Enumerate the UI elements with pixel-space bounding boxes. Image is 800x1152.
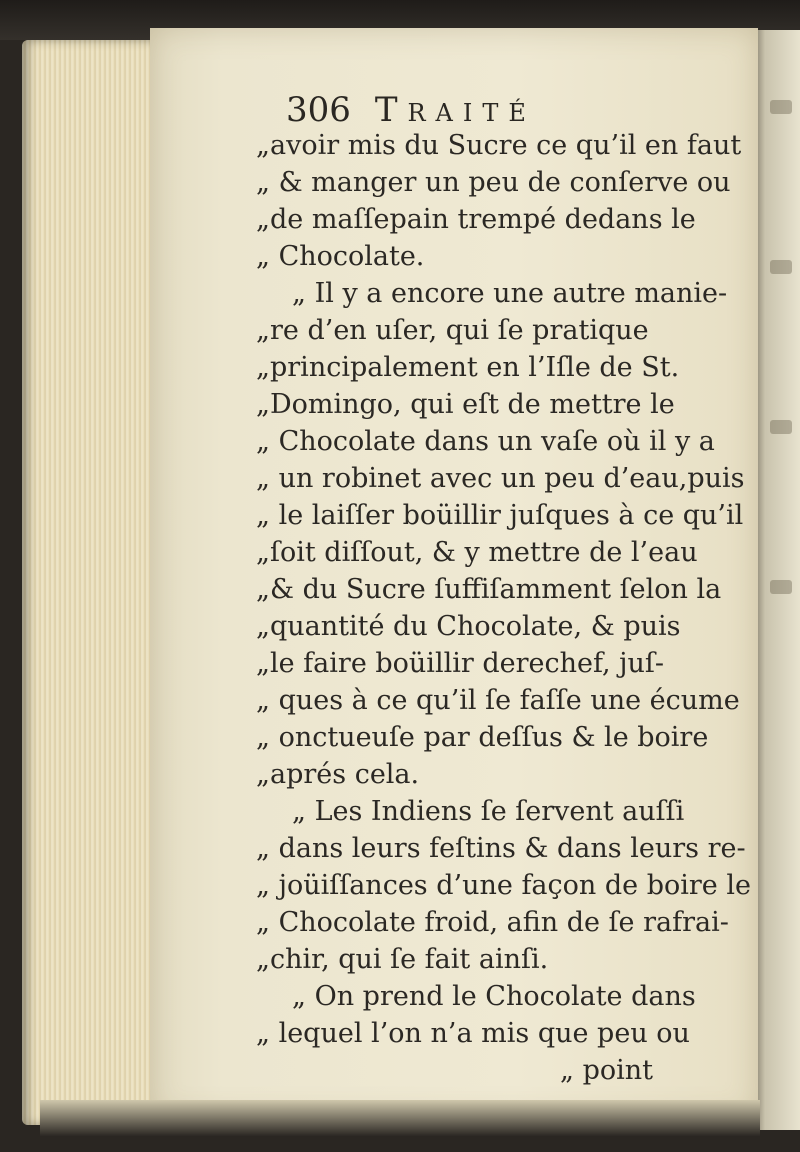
text-line: „ Il y a encore une autre manie- [292, 278, 728, 309]
text-line: „ le laiſſer boüillir juſques à ce qu’il [256, 500, 744, 531]
text-line: „aprés cela. [256, 759, 420, 790]
page-bottom-shadow [40, 1100, 760, 1152]
text-line: „ſoit diſſout, & y mettre de l’eau [256, 537, 698, 568]
facing-page-fragment [770, 260, 792, 274]
facing-page-fragment [770, 580, 792, 594]
text-line: „ Chocolate froid, afin de ſe rafrai- [256, 907, 729, 938]
text-line: „re d’en uſer, qui ſe pratique [256, 315, 649, 346]
text-line: „ joüiſſances d’une façon de boire le [256, 870, 751, 901]
text-line: „ On prend le Chocolate dans [292, 981, 696, 1012]
text-line: „ onctueuſe par deſſus & le boire [256, 722, 709, 753]
text-line: „de maſſepain trempé dedans le [256, 204, 696, 235]
text-line: „ Chocolate dans un vaſe où il y a [256, 426, 715, 457]
text-line: „chir, qui ſe fait ainſi. [256, 944, 549, 975]
facing-page-fragment [770, 100, 792, 114]
page-header [286, 90, 686, 130]
text-line: „avoir mis du Sucre ce qu’il en faut [256, 130, 742, 161]
text-line: „ ques à ce qu’il ſe faſſe une écume [256, 685, 740, 716]
text-line: „& du Sucre ſuffiſamment ſelon la [256, 574, 722, 605]
facing-page-fragment [770, 420, 792, 434]
page-number: 306 [286, 90, 351, 130]
book-page-edges [22, 40, 152, 1125]
text-line: „ Les Indiens ſe ſervent auſſi [292, 796, 685, 827]
text-line: „quantité du Chocolate, & puis [256, 611, 681, 642]
text-line: „ dans leurs feſtins & dans leurs re- [256, 833, 746, 864]
catchword: „ point [560, 1055, 653, 1086]
text-line: „ & manger un peu de conſerve ou [256, 167, 731, 198]
text-line: „ Chocolate. [256, 241, 425, 272]
text-line: „principalement en l’Iſle de St. [256, 352, 680, 383]
text-line: „Domingo, qui eſt de mettre le [256, 389, 675, 420]
text-line: „le faire boüillir derechef, juſ- [256, 648, 665, 679]
text-line: „ un robinet avec un peu d’eau,puis [256, 463, 745, 494]
running-title: Traité [374, 90, 536, 130]
text-line: „ lequel l’on n’a mis que peu ou [256, 1018, 690, 1049]
